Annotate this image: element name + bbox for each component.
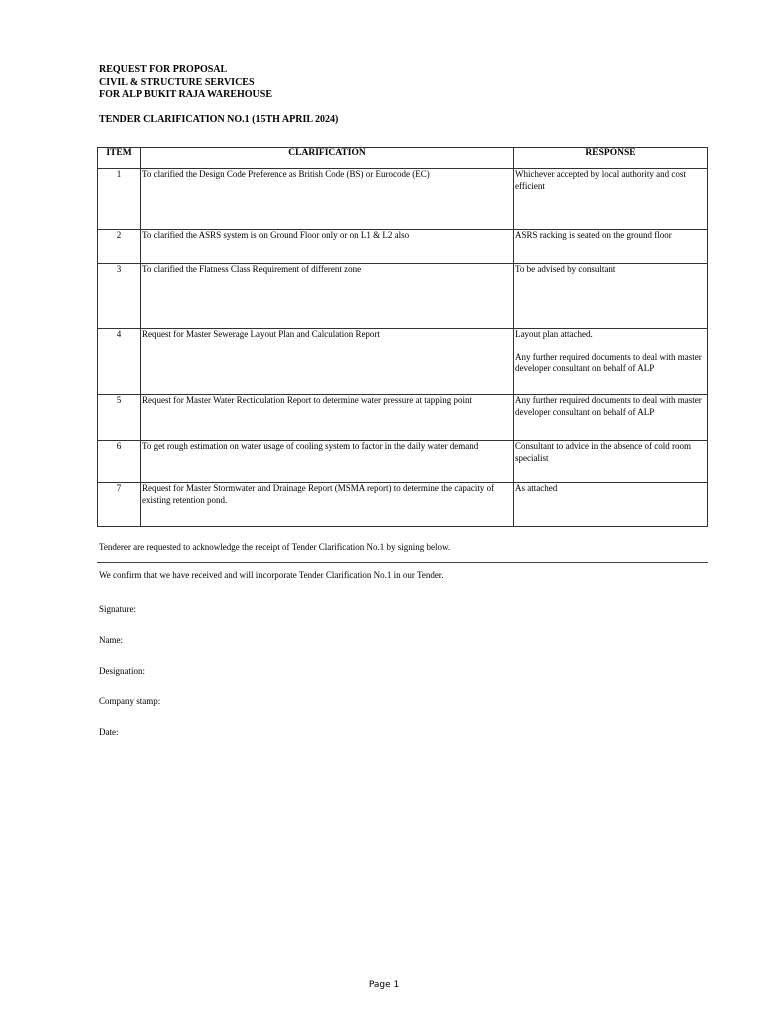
page-number: Page 1 (368, 980, 400, 990)
table-row (98, 483, 708, 527)
item-number: 7 (98, 483, 141, 527)
response-cell (514, 169, 708, 230)
header-clarification: CLARIFICATION (141, 148, 514, 169)
clarification-text: To clarified the Flatness Class Requirement of different zone (141, 264, 514, 329)
clarification-text: Request for Master Water Recticulation Report to determine water pressure at tapping point (141, 395, 514, 441)
clarification-text: To clarified the Design Code Preference as British Code (BS) or Eurocode (EC) (141, 169, 514, 230)
document-header (99, 64, 272, 102)
tender-clarification-title: TENDER CLARIFICATION NO.1 (15TH APRIL 2024) (99, 114, 339, 125)
header-line-3: FOR ALP BUKIT RAJA WAREHOUSE (99, 89, 273, 100)
item-number: 2 (98, 230, 141, 264)
table-row (98, 264, 708, 329)
header-item: ITEM (98, 148, 141, 169)
response-text: As attached (515, 483, 558, 493)
clarification-table (97, 147, 708, 527)
response-text: Any further required documents to deal with master developer consultant on behalf of ALP (515, 395, 702, 417)
response-cell (514, 483, 708, 527)
header-line-1: REQUEST FOR PROPOSAL (99, 64, 228, 75)
response-text: Whichever accepted by local authority and cost efficient (515, 169, 686, 191)
clarification-text: Request for Master Sewerage Layout Plan and Calculation Report (141, 329, 514, 395)
response-cell (514, 264, 708, 329)
clarification-text: To get rough estimation on water usage of cooling system to factor in the daily water demand (141, 441, 514, 483)
signature-label: Signature: (99, 604, 136, 614)
response-text: Any further required documents to deal with master developer consultant on behalf of ALP (515, 351, 702, 373)
item-number: 1 (98, 169, 141, 230)
company-stamp-label: Company stamp: (99, 696, 161, 706)
table-row (98, 441, 708, 483)
response-text: Layout plan attached. (515, 329, 593, 339)
date-label: Date: (99, 727, 119, 737)
item-number: 5 (98, 395, 141, 441)
table-row (98, 230, 708, 264)
section-divider (97, 562, 708, 563)
header-line-2: CIVIL & STRUCTURE SERVICES (99, 76, 255, 88)
header-response: RESPONSE (514, 148, 708, 169)
item-number: 4 (98, 329, 141, 395)
table-row (98, 329, 708, 395)
response-cell (514, 441, 708, 483)
table-header-row (98, 148, 708, 169)
clarification-text: Request for Master Stormwater and Drainage Report (MSMA report) to determine the capacity of existing retention pond. (141, 483, 514, 527)
response-cell (514, 230, 708, 264)
designation-label: Designation: (99, 666, 145, 676)
acknowledgement-text: Tenderer are requested to acknowledge the receipt of Tender Clarification No.1 by signing below. (99, 542, 451, 552)
table-row (98, 395, 708, 441)
response-text: Consultant to advice in the absence of cold room specialist (515, 441, 691, 463)
table-row (98, 169, 708, 230)
clarification-text: To clarified the ASRS system is on Ground Floor only or on L1 & L2 also (141, 230, 514, 264)
response-cell (514, 329, 708, 395)
response-text: To be advised by consultant (515, 264, 616, 274)
name-label: Name: (99, 635, 123, 645)
response-cell (514, 395, 708, 441)
item-number: 3 (98, 264, 141, 329)
response-text: ASRS racking is seated on the ground floor (515, 230, 672, 240)
confirmation-text: We confirm that we have received and will incorporate Tender Clarification No.1 in our Tender. (99, 570, 444, 580)
item-number: 6 (98, 441, 141, 483)
